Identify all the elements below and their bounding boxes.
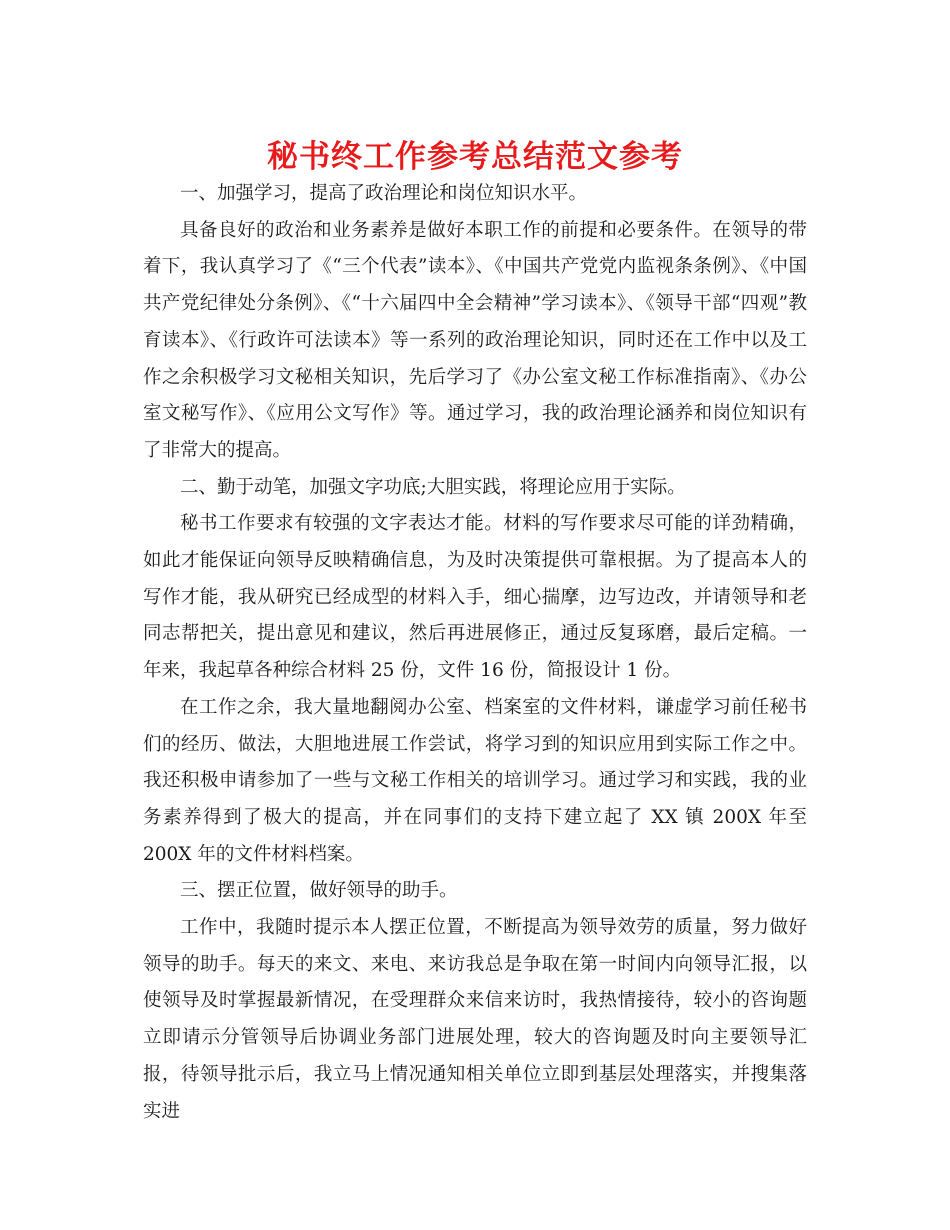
section-heading-1: 一、加强学习，提高了政治理论和岗位知识水平。 bbox=[180, 183, 588, 204]
body-paragraph: 在工作之余，我大量地翻阅办公室、档案室的文件材料，谦虚学习前任秘书们的经历、做法，大胆地进展工作尝试，将学习到的知识应用到实际工作之中。我还积极申请参加了一些与文秘工作相关的培训学习。通过学习和实践，我的业务素养得到了极大的提高，并在同事们的支持下建立起了 XX 镇 200X 年至 200X 年的文件材料档案。 bbox=[143, 696, 807, 865]
section-heading-2: 二、勤于动笔，加强文字功底;大胆实践，将理论应用于实际。 bbox=[180, 476, 686, 498]
body-paragraph: 秘书工作要求有较强的文字表达才能。材料的写作要求尽可能的详劲精确，如此才能保证向领导反映精确信息，为及时决策提供可靠根据。为了提高本人的写作才能，我从研究已经成型的材料入手，细心揣摩，边写边改，并请领导和老同志帮把关，提出意见和建议，然后再进展修正，通过反复琢磨，最后定稿。一年来，我起草各种综合材料 25 份，文件 16 份，简报设计 1 份。 bbox=[143, 513, 807, 682]
document-title: 秘书终工作参考总结范文参考 bbox=[267, 139, 683, 175]
body-paragraph: 具备良好的政治和业务素养是做好本职工作的前提和必要条件。在领导的带着下，我认真学习了《“三个代表”读本》、《中国共产党党内监视条条例》、《中国共产党纪律处分条例》、《“十六届四中全会精神”学习读本》、《领导干部“四观”教育读本》、《行政许可法读本》等一系列的政治理论知识，同时还在工作中以及工作之余积极学习文秘相关知识，先后学习了《办公室文秘工作标准指南》、《办公室文秘写作》、《应用公文写作》等。通过学习，我的政治理论涵养和岗位知识有了非常大的提高。 bbox=[143, 219, 807, 461]
section-heading-3: 三、摆正位置，做好领导的助手。 bbox=[180, 880, 458, 902]
body-paragraph: 工作中，我随时提示本人摆正位置，不断提高为领导效劳的质量，努力做好领导的助手。每天的来文、来电、来访我总是争取在第一时间内向领导汇报，以使领导及时掌握最新情况，在受理群众来信来访时，我热情接待，较小的咨询题立即请示分管领导后协调业务部门进展处理，较大的咨询题及时向主要领导汇报，待领导批示后，我立马上情况通知相关单位立即到基层处理落实，并搜集落实进 bbox=[143, 917, 807, 1122]
document-body bbox=[143, 176, 807, 1130]
